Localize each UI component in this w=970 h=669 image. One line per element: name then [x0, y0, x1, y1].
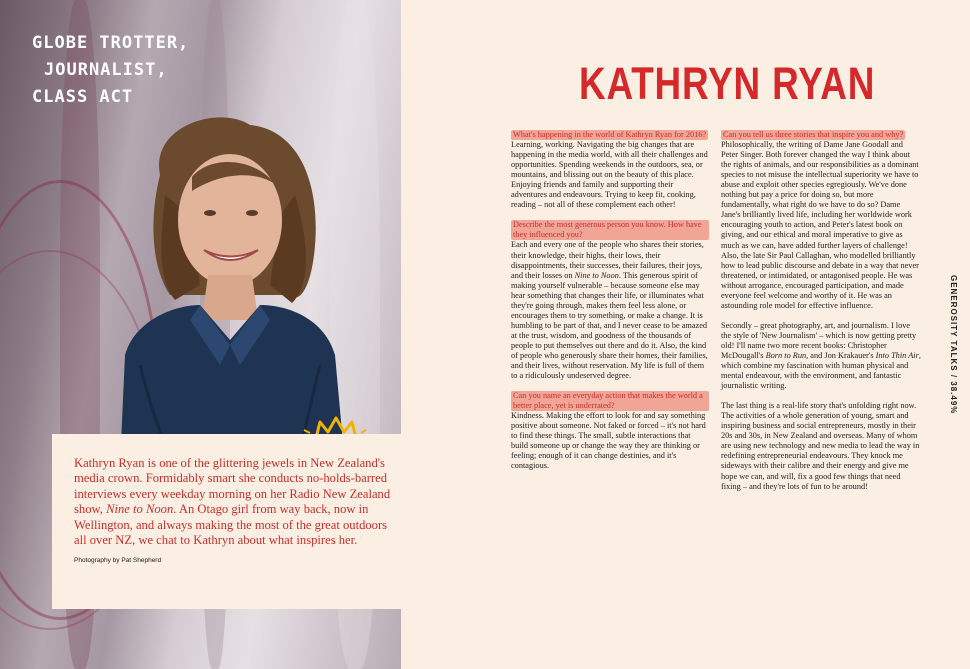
answer-part: , which combine my fascination with human physical and mental endeavour, with the environment, and fantastic journalistic writing.: [721, 350, 921, 391]
answer-part: . This generous spirit of making yourself vulnerable – because someone else may hear something that changes their life, or illuminates what they're going through, makes them feel less alone, or encourages them to try something, or make a change. It is humbling to be part of that, and I never cease to be amazed at the trust, wisdom, and goodness of the thousands of people to put themselves out there and do it. Also, the kind of people who generously share their homes, their families, and their lives, without reservation. My life is full of them to a ridiculously undeserved degree.: [511, 270, 708, 381]
photo-page: [0, 0, 401, 669]
column-left: [511, 130, 709, 482]
bio-text-part: . An Otago girl from way back, now in Wellington, and always making the most of the great outdoors all over NZ, we chat to Kathryn about what inspires her.: [74, 502, 388, 548]
handwriting-line: JOURNALIST,: [44, 60, 168, 80]
question-highlight: Can you tell us three stories that inspire you and why?: [723, 130, 904, 139]
handwriting-line: GLOBE TROTTER,: [32, 33, 190, 53]
handwriting-line: CLASS ACT: [32, 87, 134, 107]
answer-text: Kindness. Making the effort to look for and say something positive about someone. Not faked or forced – it's not hard to find these things. The small, subtle interactions that build someone up or change the way they are thinking or feeling; enough of it can change destinies, and it's contagious.: [511, 411, 706, 471]
question-highlight: Describe the most generous person you know. How have they influenced you?: [511, 220, 709, 240]
bio-text: [74, 456, 392, 548]
show-title: Nine to Noon: [106, 502, 174, 517]
answer-paragraph: Philosophically, the writing of Dame Jane Goodall and Peter Singer. Both forever changed the way I think about the rights of animals, and our responsibilities as a dominant species to not misuse the intellectual superiority we have to abuse and exploit other species egregiously. We've done nothing but pay a price for doing so, but more fundamentally, what right do we have to do so? Dame Jane's brilliantly lived life, including her worldwide work encouraging youth to action, and Peter's latest book on giving, and our ethical and moral imperative to give as much as we can, have added further layers of challenge! Also, the late Sir Paul Callaghan, who modelled brilliantly how to lead public discourse and debate in a way that never threatened, or intimidated, or antagonised people. He was without arrogance, encouraged participation, and made everyone feel welcome and worthy of it. He was an astounding role model for effective influence.: [721, 140, 919, 310]
question-highlight: Can you name an everyday action that makes the world a better place, yet is underrated?: [511, 391, 709, 411]
column-right: [721, 130, 921, 502]
interview-page: [401, 0, 970, 669]
bio-text-part: Kathryn Ryan is one of the glittering jewels in New Zealand's media crown. Formidably smart she conducts no-holds-barred interviews every weekday morning on her Radio New Zealand show,: [74, 456, 391, 517]
answer-part: , and Jon Krakauer's: [806, 350, 876, 360]
answer-text: Learning, working. Navigating the big changes that are happening in the media world, with all their challenges and opportunities. Spending weekends in the outdoors, sea, or mountains, and blissing out on the beauty of this place. Enjoying friends and family and supporting their adventures and endeavours. Trying to keep fit, cooking, reading – not all of these complement each other!: [511, 140, 708, 210]
answer-text: [511, 240, 709, 381]
answer-part: Each and every one of the people who shares their stories, their knowledge, their highs, their lows, their disappointments, their successes, their failures, their joys, and their losses on: [511, 240, 704, 280]
question-highlight: What's happening in the world of Kathryn Ryan for 2016?: [513, 130, 707, 139]
bio-box: [52, 434, 401, 609]
answer-part: Secondly – great photography, art, and journalism. I love the style of 'New Journalism' – which is now getting pretty old! I'll name two more recent books: Christopher McDougall's: [721, 320, 917, 360]
answer-paragraph: [721, 321, 921, 391]
handwritten-caption: [32, 30, 272, 111]
answer-paragraph: The last thing is a real-life story that's unfolding right now. The activities of a whole generation of young, smart and inspiring business and social entrepreneurs, mostly in their 20s and 30s, in New Zealand and overseas. Many of whom are using new technology and new media to lead the way in redefining entrepreneurial endeavours. They knock me sideways with their calibre and their energy and give me hope we can, and will, fix a good few things that need fixing – and they're lots of fun to be around!: [721, 401, 920, 491]
book-title: Into Thin Air: [875, 350, 919, 360]
book-title: Born to Run: [765, 350, 807, 360]
photo-credit: Photography by Pat Shepherd: [74, 557, 162, 565]
section-tab: GENEROSITY TALKS / 38.49%: [949, 275, 958, 415]
page-title: KATHRYN RYAN: [579, 58, 876, 109]
show-title: Nine to Noon: [574, 270, 619, 280]
